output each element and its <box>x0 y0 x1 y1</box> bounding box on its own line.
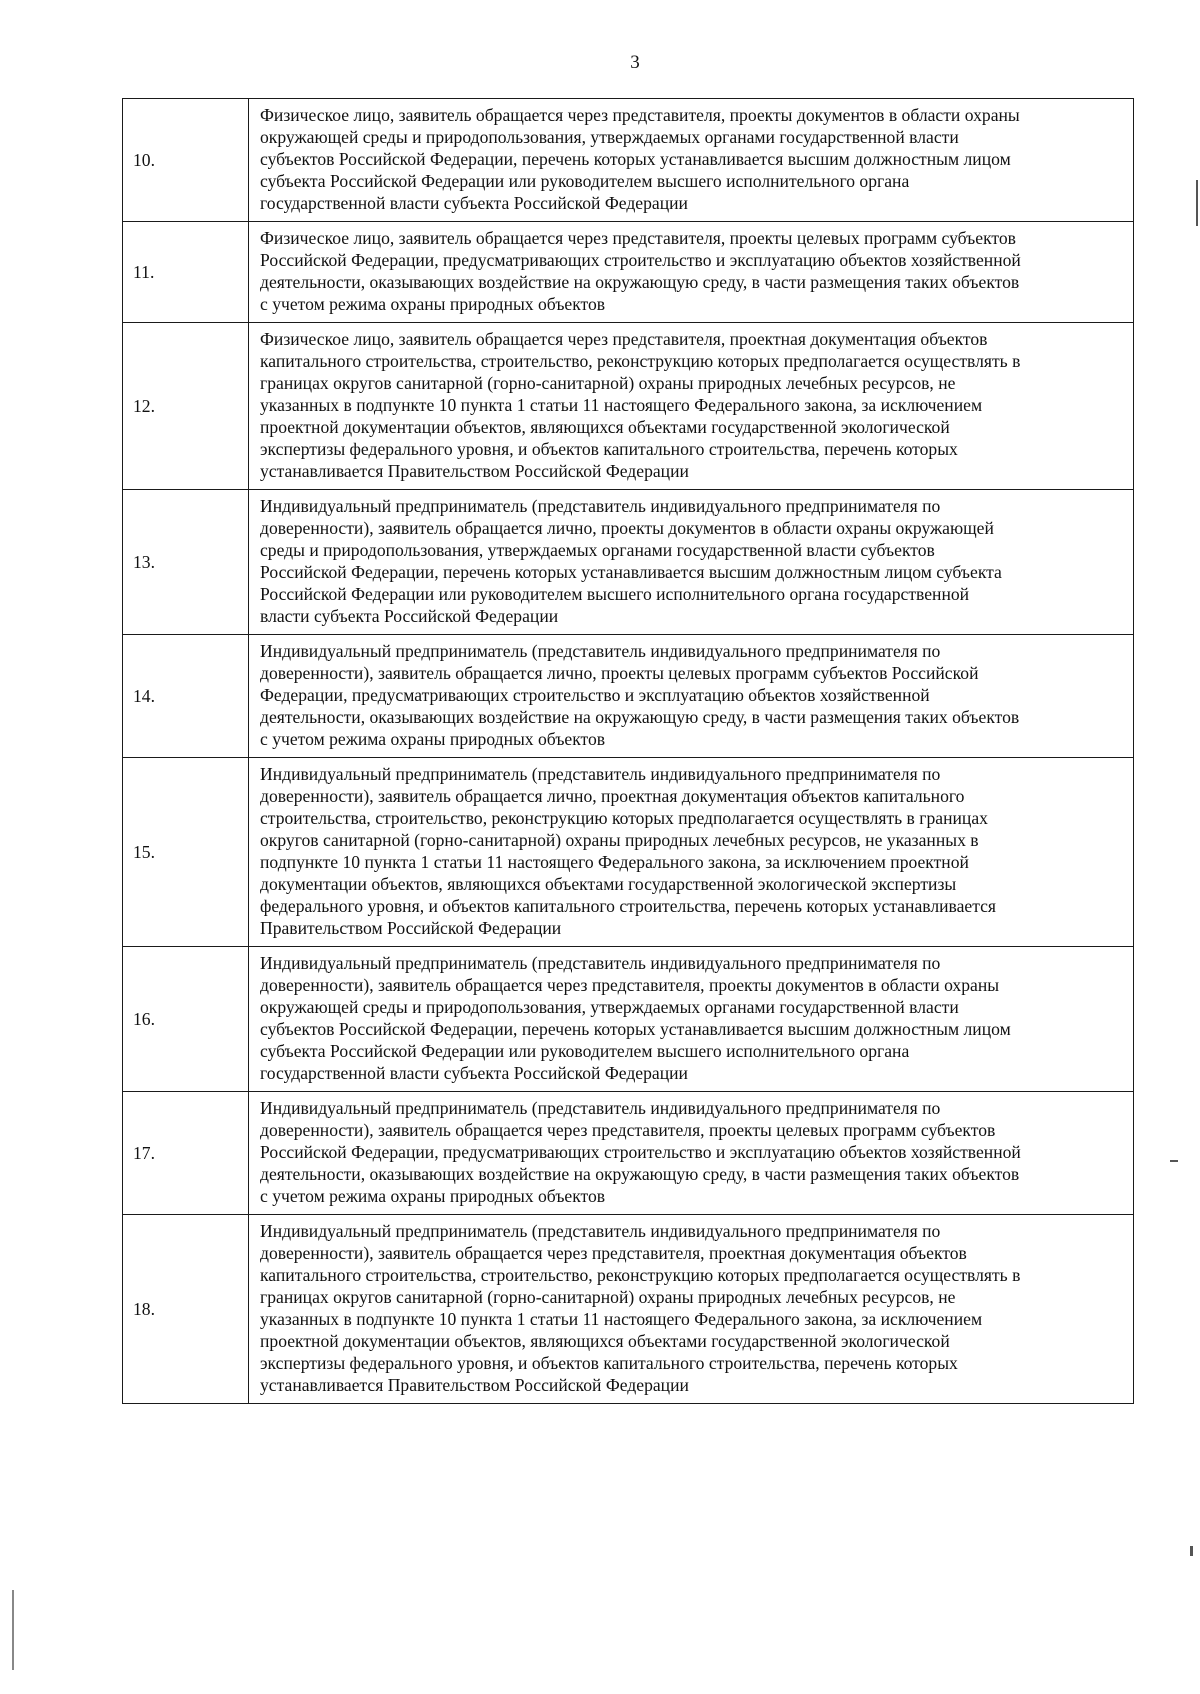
row-description <box>249 1215 1134 1404</box>
table-row <box>123 635 1134 758</box>
description-line: подпункте 10 пункта 1 статьи 11 настоящего Федерального закона, за исключением проектной <box>260 852 969 872</box>
scan-artifact <box>1190 1546 1193 1556</box>
description-line: окружающей среды и природопользования, утверждаемых органами государственной власти <box>260 997 959 1017</box>
description-line: государственной власти субъекта Российской Федерации <box>260 1063 688 1083</box>
table-body <box>123 99 1134 1404</box>
page-number: 3 <box>630 52 640 73</box>
description-line: доверенности), заявитель обращается через представителя, проекты целевых программ субъектов <box>260 1120 996 1140</box>
description-line: Физическое лицо, заявитель обращается через представителя, проектная документация объектов <box>260 329 988 349</box>
row-number: 14. <box>123 635 249 758</box>
description-line: Индивидуальный предприниматель (представитель индивидуального предпринимателя по <box>260 1221 941 1241</box>
description-line: документации объектов, являющихся объектами государственной экологической экспертизы <box>260 874 957 894</box>
row-description <box>249 222 1134 323</box>
row-description <box>249 490 1134 635</box>
description-line: указанных в подпункте 10 пункта 1 статьи 11 настоящего Федерального закона, за исключением <box>260 395 983 415</box>
description-line: Индивидуальный предприниматель (представитель индивидуального предпринимателя по <box>260 953 941 973</box>
description-line: деятельности, оказывающих воздействие на окружающую среду, в части размещения таких объектов <box>260 707 1020 727</box>
row-description <box>249 947 1134 1092</box>
description-line: устанавливается Правительством Российской Федерации <box>260 1375 689 1395</box>
description-line: деятельности, оказывающих воздействие на окружающую среду, в части размещения таких объектов <box>260 1164 1020 1184</box>
row-number: 17. <box>123 1092 249 1215</box>
scan-artifact <box>1170 1160 1178 1162</box>
table-row <box>123 1092 1134 1215</box>
description-line: Индивидуальный предприниматель (представитель индивидуального предпринимателя по <box>260 641 941 661</box>
row-description <box>249 99 1134 222</box>
description-line: окружающей среды и природопользования, утверждаемых органами государственной власти <box>260 127 959 147</box>
description-line: с учетом режима охраны природных объектов <box>260 729 606 749</box>
table-row <box>123 1215 1134 1404</box>
row-number: 16. <box>123 947 249 1092</box>
description-line: субъектов Российской Федерации, перечень которых устанавливается высшим должностным лицом <box>260 1019 1011 1039</box>
row-number: 10. <box>123 99 249 222</box>
description-line: государственной власти субъекта Российской Федерации <box>260 193 688 213</box>
row-number: 18. <box>123 1215 249 1404</box>
description-line: деятельности, оказывающих воздействие на окружающую среду, в части размещения таких объектов <box>260 272 1020 292</box>
description-line: доверенности), заявитель обращается через представителя, проектная документация объектов <box>260 1243 967 1263</box>
description-line: власти субъекта Российской Федерации <box>260 606 559 626</box>
description-line: границах округов санитарной (горно-санитарной) охраны природных лечебных ресурсов, не <box>260 1287 956 1307</box>
row-number: 13. <box>123 490 249 635</box>
description-line: устанавливается Правительством Российской Федерации <box>260 461 689 481</box>
description-line: Индивидуальный предприниматель (представитель индивидуального предпринимателя по <box>260 764 941 784</box>
description-line: проектной документации объектов, являющихся объектами государственной экологической <box>260 417 950 437</box>
description-line: субъекта Российской Федерации или руководителем высшего исполнительного органа <box>260 171 910 191</box>
description-line: доверенности), заявитель обращается лично, проекты целевых программ субъектов Российской <box>260 663 979 683</box>
scan-artifact <box>1196 180 1198 226</box>
description-line: экспертизы федерального уровня, и объектов капитального строительства, перечень которых <box>260 1353 958 1373</box>
description-line: Индивидуальный предприниматель (представитель индивидуального предпринимателя по <box>260 1098 941 1118</box>
description-line: доверенности), заявитель обращается лично, проектная документация объектов капитального <box>260 786 965 806</box>
description-line: Правительством Российской Федерации <box>260 918 562 938</box>
row-description <box>249 1092 1134 1215</box>
description-line: федерального уровня, и объектов капитального строительства, перечень которых устанавливается <box>260 896 997 916</box>
table-row <box>123 947 1134 1092</box>
description-line: Индивидуальный предприниматель (представитель индивидуального предпринимателя по <box>260 496 941 516</box>
description-line: среды и природопользования, утверждаемых органами государственной власти субъектов <box>260 540 935 560</box>
description-line: проектной документации объектов, являющихся объектами государственной экологической <box>260 1331 950 1351</box>
table-row <box>123 99 1134 222</box>
row-description <box>249 323 1134 490</box>
table-row <box>123 222 1134 323</box>
description-line: округов санитарной (горно-санитарной) охраны природных лечебных ресурсов, не указанных в <box>260 830 979 850</box>
description-line: строительства, строительство, реконструкцию которых предполагается осуществлять в границах <box>260 808 988 828</box>
row-description <box>249 758 1134 947</box>
description-line: доверенности), заявитель обращается лично, проекты документов в области охраны окружающей <box>260 518 994 538</box>
description-line: капитального строительства, строительство, реконструкцию которых предполагается осуществлять в <box>260 351 1021 371</box>
description-line: субъектов Российской Федерации, перечень которых устанавливается высшим должностным лицом <box>260 149 1011 169</box>
table-row <box>123 490 1134 635</box>
description-line: экспертизы федерального уровня, и объектов капитального строительства, перечень которых <box>260 439 958 459</box>
description-line: Физическое лицо, заявитель обращается через представителя, проекты целевых программ субъектов <box>260 228 1016 248</box>
table-row <box>123 758 1134 947</box>
description-line: капитального строительства, строительство, реконструкцию которых предполагается осуществлять в <box>260 1265 1021 1285</box>
description-line: Российской Федерации, перечень которых устанавливается высшим должностным лицом субъекта <box>260 562 1002 582</box>
description-line: с учетом режима охраны природных объектов <box>260 294 606 314</box>
description-line: субъекта Российской Федерации или руководителем высшего исполнительного органа <box>260 1041 910 1061</box>
description-line: Российской Федерации или руководителем высшего исполнительного органа государственной <box>260 584 970 604</box>
description-line: Российской Федерации, предусматривающих строительство и эксплуатацию объектов хозяйственной <box>260 1142 1021 1162</box>
description-line: границах округов санитарной (горно-санитарной) охраны природных лечебных ресурсов, не <box>260 373 956 393</box>
document-table <box>122 98 1134 1404</box>
description-line: Федерации, предусматривающих строительство и эксплуатацию объектов хозяйственной <box>260 685 930 705</box>
row-number: 11. <box>123 222 249 323</box>
description-line: с учетом режима охраны природных объектов <box>260 1186 606 1206</box>
scan-artifact <box>12 1590 14 1670</box>
row-description <box>249 635 1134 758</box>
description-line: Российской Федерации, предусматривающих строительство и эксплуатацию объектов хозяйственной <box>260 250 1021 270</box>
description-line: доверенности), заявитель обращается через представителя, проекты документов в области охраны <box>260 975 1000 995</box>
table-row <box>123 323 1134 490</box>
row-number: 12. <box>123 323 249 490</box>
description-line: указанных в подпункте 10 пункта 1 статьи 11 настоящего Федерального закона, за исключением <box>260 1309 983 1329</box>
description-line: Физическое лицо, заявитель обращается через представителя, проекты документов в области охраны <box>260 105 1020 125</box>
row-number: 15. <box>123 758 249 947</box>
